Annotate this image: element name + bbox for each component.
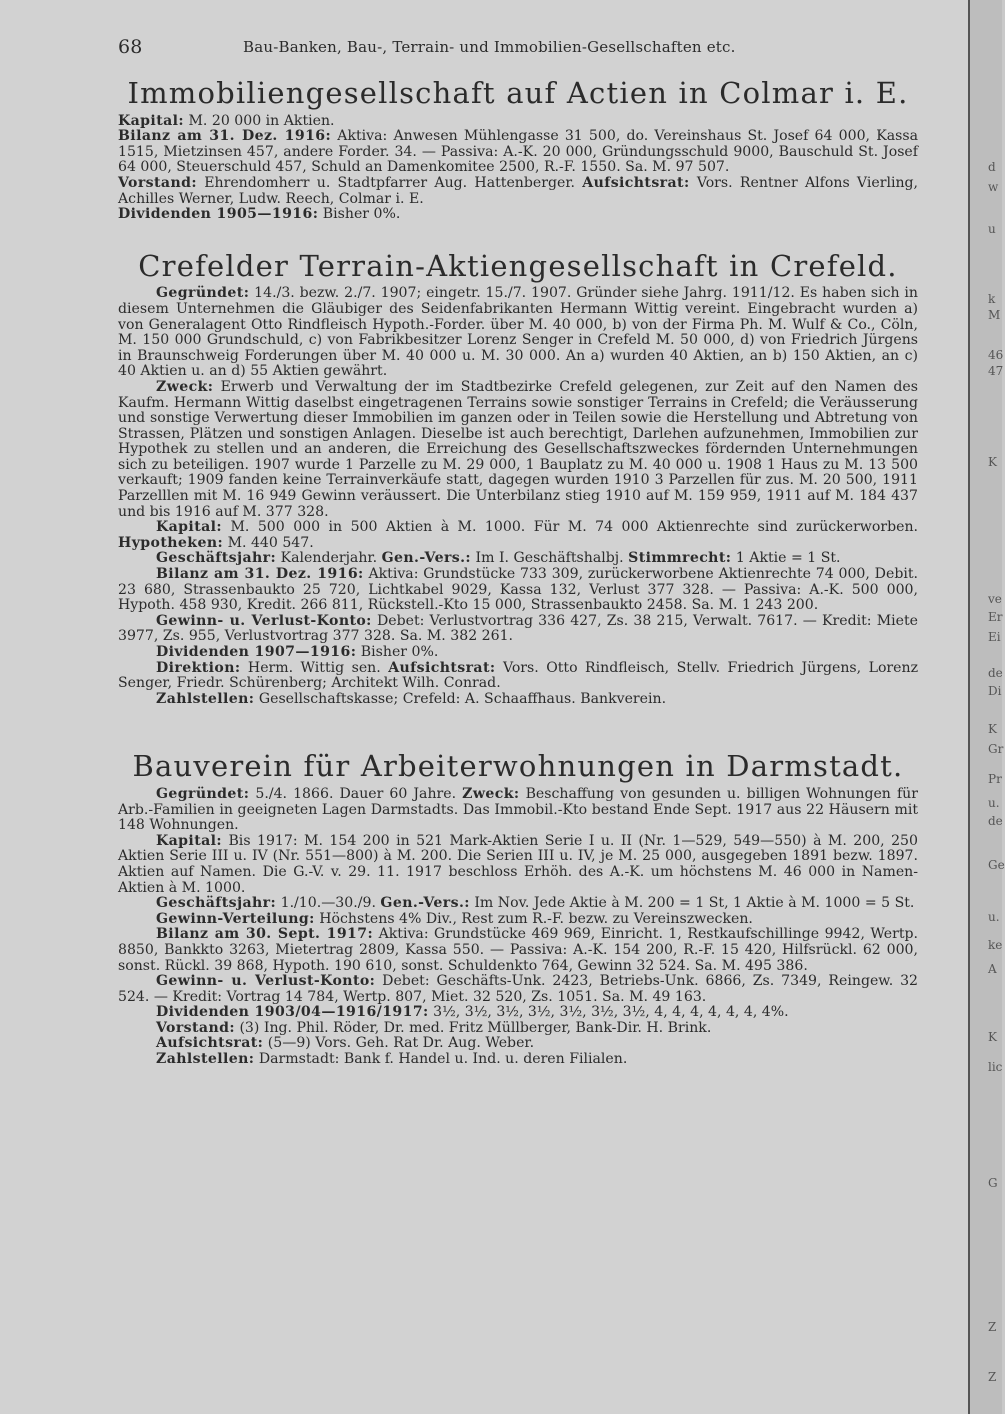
running-title: Bau-Banken, Bau-, Terrain- und Immobilien-Gesellschaften etc. xyxy=(243,38,736,56)
vorstand-label: Vorstand: xyxy=(156,1019,235,1036)
kapital-paragraph xyxy=(118,834,918,896)
adjacent-fragment: d xyxy=(988,160,996,174)
adjacent-fragment: Er xyxy=(988,610,1003,624)
entry-title: Crefelder Terrain-Aktiengesellschaft in Crefeld. xyxy=(138,248,898,283)
bilanz-label: Bilanz am 31. Dez. 1916: xyxy=(118,128,332,145)
kapital-label: Kapital: xyxy=(118,112,184,129)
zahlstellen-label: Zahlstellen: xyxy=(156,690,255,707)
zweck-text: Beschaffung von gesunden u. billigen Wohnungen für Arb.-Familien in geeigneten Lagen Darmstadts. Das Immobil.-Kto bestand Ende Sept. 1917 aus 22 Häusern mit 148 Wohnungen. xyxy=(118,785,918,834)
dividenden-paragraph xyxy=(118,645,918,661)
adjacent-fragment: u. xyxy=(988,796,1000,810)
gegruendet-label: Gegründet: xyxy=(156,785,250,802)
adjacent-page-edge xyxy=(968,0,1005,1414)
bilanz-text: Aktiva: Grundstücke 469 969, Einricht. 1, Restkaufschillinge 9942, Wertp. 8850, Bankkto 3263, Mietertrag 2809, Kassa 550. — Passiva: A.-K. 154 200, R.-F. 15 420, Hilfsrückl. 62 000, sonst. Rückl. 39 868, Hypoth. 190 610, sonst. Schuldenkto 764, Gewinn 32 524. Sa. M. 495 386. xyxy=(118,926,919,974)
aufsichtsrat-label: Aufsichtsrat: xyxy=(156,1035,264,1052)
geschaeftsjahr-label: Geschäftsjahr: xyxy=(156,895,277,912)
aufsichtsrat-label: Aufsichtsrat: xyxy=(388,659,496,676)
genvers-text: Im I. Geschäftshalbj. xyxy=(475,550,624,567)
gegruendet-text: 14./3. bezw. 2./7. 1907; eingetr. 15./7. 1907. Gründer siehe Jahrg. 1911/12. Es haben sich in diesem Unternehmen die Gläubiger des Seidenfabrikanten Hermann Wittig vereint. Eingebracht wurden a) von Generalagent Otto Rindfleisch Hypoth.-Forder. über M. 40 000, b) von der Firma Ph. M. Wulf & Co., Cöln, M. 150 000 Grundschuld, c) von Fabrikbesitzer Lorenz Senger in Crefeld M. 50 000, d) von Friedrich Jürgens in Braunschweig Forderungen über M. 40 000 u. M. 30 000. An a) wurden 40 Aktien, an b) 150 Aktien, an c) 40 Aktien u. an d) 55 Aktien gewährt. xyxy=(118,285,919,380)
guv-label: Gewinn- u. Verlust-Konto: xyxy=(156,612,372,629)
adjacent-fragment: K xyxy=(988,1030,997,1044)
guv-paragraph xyxy=(118,974,918,1005)
bilanz-text: Aktiva: Anwesen Mühlengasse 31 500, do. Vereinshaus St. Josef 64 000, Kassa 1515, Mietzinsen 457, andere Forder. 34. — Passiva: A.-K. 20 000, Gründungsschuld 9000, Bauschuld St. Josef 64 000, Steuerschuld 457, Schuld an Damenkomitee 2500, R.-F. 1550. Sa. M. 97 507. xyxy=(118,128,918,176)
direktion-text: Herm. Wittig sen. xyxy=(247,659,381,676)
page-number: 68 xyxy=(118,36,143,58)
zweck-label: Zweck: xyxy=(462,785,520,802)
page-content xyxy=(118,76,919,1068)
zahlstellen-label: Zahlstellen: xyxy=(156,1051,255,1068)
vorstand-paragraph xyxy=(118,176,918,207)
aufsichtsrat-text: (5—9) Vors. Geh. Rat Dr. Aug. Weber. xyxy=(267,1035,535,1052)
genvers-label: Gen.-Vers.: xyxy=(380,895,470,912)
adjacent-fragment: ve xyxy=(988,592,1002,606)
geschaeftsjahr-paragraph xyxy=(118,896,918,912)
bilanz-paragraph xyxy=(118,927,918,974)
dividenden-paragraph xyxy=(118,1005,918,1021)
stimmrecht-label: Stimmrecht: xyxy=(628,550,732,567)
genvers-label: Gen.-Vers.: xyxy=(381,550,472,567)
bilanz-text: Aktiva: Grundstücke 733 309, zurückerworbene Aktienrechte 74 000, Debit. 23 680, Strassenbaukto 25 720, Lichtkabel 9029, Kassa 132, Verlust 377 328. — Passiva: A.-K. 500 000, Hypoth. 458 930, Kredit. 266 811, Rückstell.-Kto 15 000, Strassenbaukto 2458. Sa. M. 1 243 200. xyxy=(118,566,918,614)
geschaeftsjahr-label: Geschäftsjahr: xyxy=(156,550,277,567)
entry-darmstadt xyxy=(118,749,919,1068)
adjacent-fragment: lic xyxy=(988,1060,1003,1074)
adjacent-fragment: Ge xyxy=(988,858,1005,872)
aufsichtsrat-label: Aufsichtsrat: xyxy=(582,174,690,191)
kapital-text: M. 500 000 in 500 Aktien à M. 1000. Für M. 74 000 Aktienrechte sind zurückerworben. xyxy=(230,519,919,536)
adjacent-fragment: Ei xyxy=(988,630,1001,644)
gegruendet-paragraph xyxy=(118,787,918,834)
bilanz-paragraph xyxy=(118,567,918,614)
gewinnverteilung-paragraph xyxy=(118,912,918,928)
zahlstellen-text: Gesellschaftskasse; Crefeld: A. Schaaffhaus. Bankverein. xyxy=(258,690,667,707)
adjacent-fragment: 47 xyxy=(988,364,1004,378)
entry-title: Immobiliengesellschaft auf Actien in Colmar i. E. xyxy=(127,76,909,110)
kapital-paragraph xyxy=(118,114,918,130)
adjacent-fragment: Di xyxy=(988,684,1002,698)
kapital-label: Kapital: xyxy=(156,832,222,849)
aufsichtsrat-text: Vors. Rentner Alfons Vierling, Achilles Werner, Ludw. Reech, Colmar i. E. xyxy=(118,174,919,207)
dividenden-text: Bisher 0%. xyxy=(360,644,439,660)
zahlstellen-text: Darmstadt: Bank f. Handel u. Ind. u. deren Filialen. xyxy=(258,1051,628,1068)
adjacent-fragment: de xyxy=(988,814,1003,828)
geschaeftsjahr-text: Kalenderjahr. xyxy=(280,550,378,567)
direktion-paragraph xyxy=(118,661,918,692)
adjacent-fragment: u. xyxy=(988,910,1000,924)
kapital-label: Kapital: xyxy=(156,519,222,536)
entry-title: Bauverein für Arbeiterwohnungen in Darmstadt. xyxy=(132,749,904,784)
bilanz-label: Bilanz am 31. Dez. 1916: xyxy=(156,566,364,583)
vorstand-text: (3) Ing. Phil. Röder, Dr. med. Fritz Müllberger, Bank-Dir. H. Brink. xyxy=(239,1019,712,1036)
adjacent-fragment: de xyxy=(988,666,1003,680)
geschaeftsjahr-text: 1./10.—30./9. xyxy=(280,895,376,912)
dividenden-text: Bisher 0%. xyxy=(322,206,401,223)
adjacent-fragment: ke xyxy=(988,938,1003,952)
geschaeftsjahr-paragraph xyxy=(118,551,918,567)
adjacent-fragment: M xyxy=(988,308,1001,322)
kapital-paragraph xyxy=(118,520,918,551)
adjacent-fragment: u xyxy=(988,222,996,236)
dividenden-text: 3½, 3½, 3½, 3½, 3½, 3½, 3½, 4, 4, 4, 4, 4, 4, 4%. xyxy=(433,1004,789,1021)
zweck-label: Zweck: xyxy=(156,378,214,395)
adjacent-fragment: w xyxy=(988,180,999,194)
aufsichtsrat-text: Vors. Otto Rindfleisch, Stellv. Friedrich Jürgens, Lorenz Senger, Friedr. Schürenberg; Architekt Wilh. Conrad. xyxy=(118,659,919,692)
gegruendet-label: Gegründet: xyxy=(156,285,250,302)
entry-crefeld xyxy=(118,248,919,708)
dividenden-label: Dividenden 1903/04—1916/1917: xyxy=(156,1004,429,1021)
guv-text: Debet: Geschäfts-Unk. 2423, Betriebs-Unk. 6866, Zs. 7349, Reingew. 32 524. — Kredit: Vortrag 14 784, Wertp. 807, Miet. 32 520, Zs. 1051. Sa. M. 49 163. xyxy=(118,973,919,1005)
bilanz-label: Bilanz am 30. Sept. 1917: xyxy=(156,926,374,943)
gegruendet-text: 5./4. 1866. Dauer 60 Jahre. xyxy=(255,785,457,802)
adjacent-fragment: G xyxy=(988,1176,998,1190)
direktion-label: Direktion: xyxy=(156,659,241,676)
gegruendet-paragraph xyxy=(118,286,918,380)
adjacent-fragment: k xyxy=(988,292,996,306)
dividenden-label: Dividenden 1905—1916: xyxy=(118,206,319,223)
adjacent-fragment: Pr xyxy=(988,772,1002,786)
gewinnverteilung-label: Gewinn-Verteilung: xyxy=(156,910,315,927)
zahlstellen-paragraph xyxy=(118,692,918,708)
adjacent-fragment: Z xyxy=(988,1370,997,1384)
vorstand-text: Ehrendomherr u. Stadtpfarrer Aug. Hattenberger. xyxy=(204,174,575,191)
adjacent-fragment: Gr xyxy=(988,742,1004,756)
adjacent-fragment: Z xyxy=(988,1320,997,1334)
guv-text: Debet: Verlustvortrag 336 427, Zs. 38 215, Verwalt. 7617. — Kredit: Miete 3977, Zs. 955, Verlustvortrag 377 328. Sa. M. 382 261. xyxy=(118,612,918,645)
adjacent-fragment: A xyxy=(988,962,997,976)
entry-colmar xyxy=(118,76,919,223)
kapital-text: Bis 1917: M. 154 200 in 521 Mark-Aktien Serie I u. II (Nr. 1—529, 549—550) à M. 200, 250 Aktien Serie III u. IV (Nr. 551—800) à M. 200. Die Serien III u. IV, je M. 25 000, ausgegeben 1891 bezw. 1897. Aktien auf Namen. Die G.-V. v. 29. 11. 1917 beschloss Erhöh. des A.-K. um höchstens M. 46 000 in Namen-Aktien à M. 1000. xyxy=(118,832,918,896)
adjacent-fragment: 46 xyxy=(988,348,1004,362)
stimmrecht-text: 1 Aktie = 1 St. xyxy=(735,550,841,567)
zahlstellen-paragraph xyxy=(118,1052,918,1068)
zweck-paragraph xyxy=(118,380,918,520)
adjacent-fragment: K xyxy=(988,722,997,736)
adjacent-fragment: K xyxy=(988,455,997,469)
guv-paragraph xyxy=(118,614,918,645)
bilanz-paragraph xyxy=(118,129,918,176)
hypotheken-text: M. 440 547. xyxy=(227,534,314,551)
dividenden-paragraph xyxy=(118,207,918,223)
vorstand-paragraph xyxy=(118,1021,918,1037)
genvers-text: Im Nov. Jede Aktie à M. 200 = 1 St, 1 Aktie à M. 1000 = 5 St. xyxy=(474,895,915,912)
guv-label: Gewinn- u. Verlust-Konto: xyxy=(156,973,376,990)
gewinnverteilung-text: Höchstens 4% Div., Rest zum R.-F. bezw. zu Vereinszwecken. xyxy=(319,910,753,927)
dividenden-label: Dividenden 1907—1916: xyxy=(156,644,357,660)
aufsichtsrat-paragraph xyxy=(118,1036,918,1052)
zweck-text: Erwerb und Verwaltung der im Stadtbezirke Crefeld gelegenen, zur Zeit auf den Namen des Kaufm. Hermann Wittig daselbst eingetragenen Terrains sowie sonstiger Terrains in Crefeld; die Veräusserung und sonstige Verwertung dieser Immobilien im ganzen oder in Teilen sowie die Herstellung und Abtretung von Strassen, Plätzen und sonstigen Anlagen. Dieselbe ist auch berechtigt, Darlehen aufzunehmen, Immobilien zur Hypothek zu stellen und an anderen, die Erreichung des Gesellschaftszweckes fördernden Unternehmungen sich zu beteiligen. 1907 wurde 1 Parzelle zu M. 29 000, 1 Bauplatz zu M. 40 000 u. 1908 1 Haus zu M. 13 500 verkauft; 1909 fanden keine Terrainverkäufe statt, dagegen wurden 1910 3 Parzellen für zus. M. 20 500, 1911 Parzelllen mit M. 16 949 Gewinn veräussert. Die Unterbilanz stieg 1910 auf M. 159 959, 1911 auf M. 184 437 und bis 1916 auf M. 377 328. xyxy=(118,378,918,520)
hypotheken-label: Hypotheken: xyxy=(118,534,224,551)
vorstand-label: Vorstand: xyxy=(118,174,197,191)
kapital-text: M. 20 000 in Aktien. xyxy=(188,112,335,129)
